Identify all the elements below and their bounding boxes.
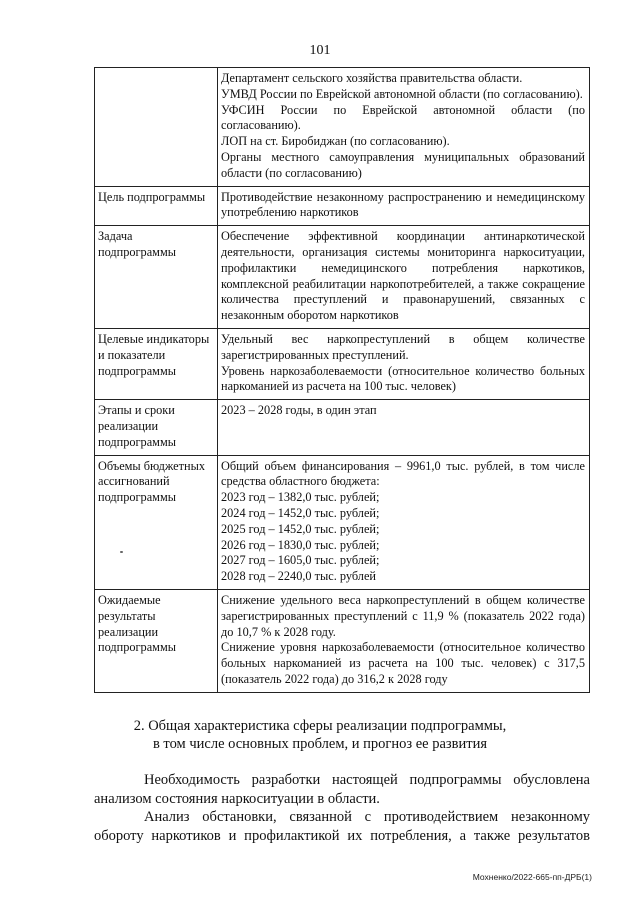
row-label: Этапы и сроки реализации подпрограммы bbox=[95, 400, 218, 455]
content-line: УФСИН России по Еврейской автономной области (по согласованию). bbox=[221, 102, 585, 133]
page-number: 101 bbox=[309, 43, 331, 58]
content-line: 2023 год – 1382,0 тыс. рублей; bbox=[221, 490, 380, 505]
section-heading-line: в том числе основных проблем, и прогноз ее развития bbox=[152, 736, 488, 752]
table-row bbox=[95, 400, 590, 455]
row-content bbox=[218, 328, 590, 399]
body-text bbox=[94, 771, 590, 845]
table-row bbox=[95, 455, 590, 589]
document-code: Мохненко/2022-665-пп-ДРБ(1) bbox=[472, 872, 592, 882]
row-content: 2023 – 2028 годы, в один этап bbox=[218, 400, 590, 455]
subprogram-passport-table bbox=[94, 67, 590, 693]
content-line: Общий объем финансирования – 9961,0 тыс. рублей, в том числе средства областного бюджета: bbox=[221, 458, 585, 489]
row-content bbox=[218, 589, 590, 692]
row-label: Ожидаемые результаты реализации подпрограммы bbox=[95, 589, 218, 692]
table-row bbox=[95, 589, 590, 692]
content-line: 2027 год – 1605,0 тыс. рублей; bbox=[221, 553, 380, 568]
row-content bbox=[218, 455, 590, 589]
content-line: Снижение удельного веса наркопреступлений в общем количестве зарегистрированных преступлений с 11,9 % (показатель 2022 года) до 10,7 % к 2028 году. bbox=[221, 592, 585, 639]
table-row bbox=[95, 328, 590, 399]
row-label bbox=[95, 68, 218, 187]
content-line: ЛОП на ст. Биробиджан (по согласованию). bbox=[221, 134, 450, 149]
row-content: Обеспечение эффективной координации антинаркотической деятельности, организация системы мониторинга наркоситуации, профилактики немедицинского потребления наркотиков, комплексной реабилитации наркопотребителей, а также сокращение количества преступлений и правонарушений, связанных с незаконным оборотом наркотиков bbox=[218, 226, 590, 329]
section-heading-line: 2. Общая характеристика сферы реализации подпрограммы, bbox=[133, 718, 507, 734]
scan-artifact-dot bbox=[120, 551, 123, 553]
row-label: Объемы бюджетных ассигнований подпрограммы bbox=[95, 455, 218, 589]
content-line: Департамент сельского хозяйства правительства области. bbox=[221, 71, 523, 85]
section-heading bbox=[0, 717, 640, 753]
row-label: Цель подпрограммы bbox=[95, 186, 218, 226]
content-line: УМВД России по Еврейской автономной области (по согласованию). bbox=[221, 86, 583, 101]
row-label: Целевые индикаторы и показатели подпрограммы bbox=[95, 328, 218, 399]
row-content bbox=[218, 68, 590, 187]
content-line: Снижение уровня наркозаболеваемости (относительное количество больных наркоманией из расчета на 100 тыс. человек) с 317,5 (показатель 2022 года) до 316,2 к 2028 году bbox=[221, 640, 585, 686]
table-row bbox=[95, 68, 590, 187]
content-line: Уровень наркозаболеваемости (относительное количество больных наркоманией из расчета на 100 тыс. человек) bbox=[221, 363, 585, 394]
content-line: Удельный вес наркопреступлений в общем количестве зарегистрированных преступлений. bbox=[221, 331, 585, 362]
row-content: Противодействие незаконному распространению и немедицинскому употреблению наркотиков bbox=[218, 186, 590, 226]
content-line: 2026 год – 1830,0 тыс. рублей; bbox=[221, 537, 380, 552]
content-line: 2025 год – 1452,0 тыс. рублей; bbox=[221, 521, 380, 536]
content-line: 2028 год – 2240,0 тыс. рублей bbox=[221, 569, 376, 584]
table-row bbox=[95, 186, 590, 226]
content-line: Органы местного самоуправления муниципальных образований области (по согласованию) bbox=[221, 149, 585, 180]
body-paragraph: Необходимость разработки настоящей подпрограммы обусловлена анализом состояния наркоситуации в области. bbox=[94, 772, 590, 807]
body-paragraph: Анализ обстановки, связанной с противодействием незаконному обороту наркотиков и профилактикой их потребления, а также результатов bbox=[94, 809, 590, 844]
row-label: Задача подпрограммы bbox=[95, 226, 218, 329]
content-line: 2024 год – 1452,0 тыс. рублей; bbox=[221, 505, 380, 520]
table-row bbox=[95, 226, 590, 329]
